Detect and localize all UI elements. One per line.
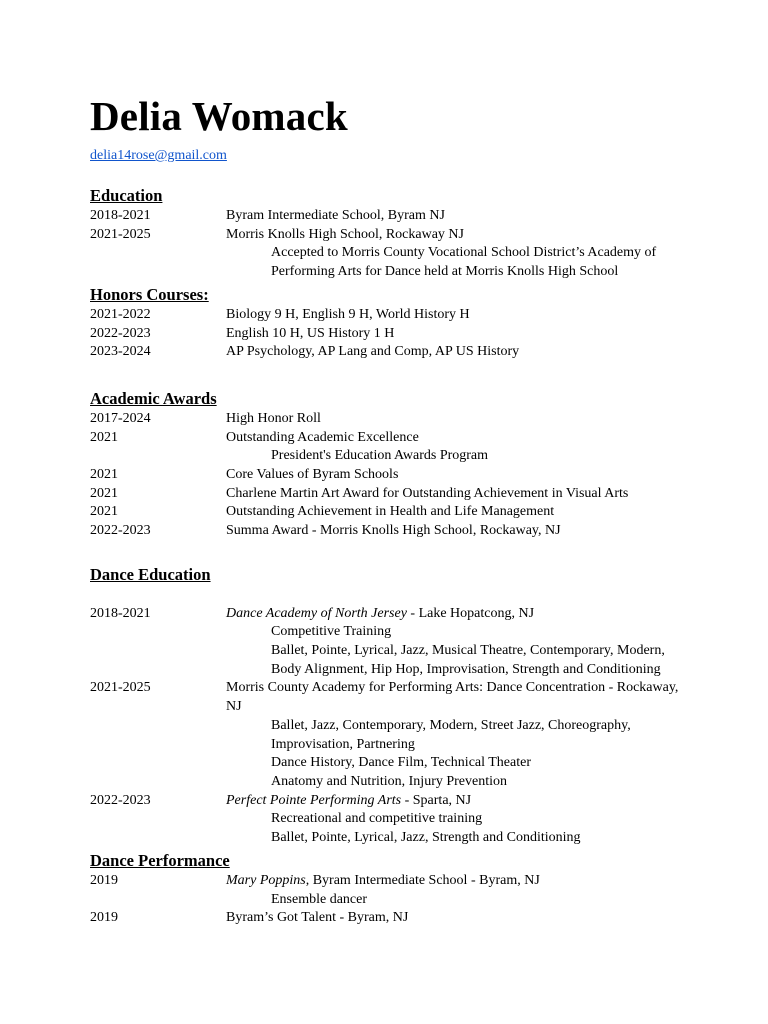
honors-year: 2021-2022 xyxy=(90,307,151,322)
awards-year: 2021 xyxy=(90,485,118,501)
honors-row xyxy=(90,325,690,344)
awards-section xyxy=(90,388,690,541)
awards-row xyxy=(90,410,690,429)
dance-education-year: 2022-2023 xyxy=(90,792,151,808)
dance-education-note: Ballet, Jazz, Contemporary, Modern, Street Jazz, Choreography, xyxy=(271,717,631,733)
awards-year: 2021 xyxy=(90,429,118,445)
education-year: 2021-2025 xyxy=(90,226,151,242)
dance-performance-desc xyxy=(226,872,540,891)
dance-education-desc: Morris County Academy for Performing Arts: Dance Concentration - Rockaway, xyxy=(226,680,679,696)
dance-performance-section xyxy=(90,850,690,928)
dance-education-row xyxy=(90,679,690,698)
education-note: Performing Arts for Dance held at Morris Knolls High School xyxy=(271,264,619,280)
awards-desc: Summa Award - Morris Knolls High School, Rockaway, NJ xyxy=(226,523,561,539)
awards-row xyxy=(90,503,690,522)
honors-year: 2023-2024 xyxy=(90,344,151,360)
dance-education-desc xyxy=(226,792,471,811)
studio-location: - Sparta, NJ xyxy=(401,792,472,808)
dance-education-year: 2021-2025 xyxy=(90,680,151,696)
education-row xyxy=(90,226,690,245)
dance-education-row xyxy=(90,605,690,624)
awards-desc: Outstanding Academic Excellence xyxy=(226,429,419,445)
dance-education-note: Ballet, Pointe, Lyrical, Jazz, Musical Theatre, Contemporary, Modern, xyxy=(271,643,665,659)
dance-performance-heading: Dance Performance xyxy=(90,851,230,870)
awards-desc: High Honor Roll xyxy=(226,411,321,426)
awards-note: President's Education Awards Program xyxy=(271,448,489,464)
dance-education-note: Body Alignment, Hip Hop, Improvisation, Strength and Conditioning xyxy=(271,661,661,677)
awards-heading: Academic Awards xyxy=(90,389,217,408)
honors-row xyxy=(90,306,690,325)
honors-row xyxy=(90,343,690,362)
dance-performance-row xyxy=(90,872,690,891)
dance-education-year: 2018-2021 xyxy=(90,605,151,621)
awards-year: 2021 xyxy=(90,467,118,483)
awards-row xyxy=(90,485,690,504)
awards-row xyxy=(90,429,690,448)
dance-performance-year: 2019 xyxy=(90,910,118,926)
studio-name: Dance Academy of North Jersey xyxy=(226,605,407,621)
dance-performance-role: Ensemble dancer xyxy=(271,891,368,907)
dance-education-note: Competitive Training xyxy=(271,624,392,640)
dance-performance-year: 2019 xyxy=(90,873,118,888)
education-note: Accepted to Morris County Vocational School District’s Academy of xyxy=(271,245,657,261)
resume-name: Delia Womack xyxy=(90,93,348,139)
education-desc: Byram Intermediate School, Byram NJ xyxy=(226,208,445,223)
dance-education-row xyxy=(90,792,690,811)
awards-desc: Outstanding Achievement in Health and Life Management xyxy=(226,504,555,520)
show-venue: , Byram Intermediate School - Byram, NJ xyxy=(305,873,540,888)
dance-education-note: Improvisation, Partnering xyxy=(271,736,415,752)
dance-education-desc xyxy=(226,605,534,624)
studio-name: Perfect Pointe Performing Arts xyxy=(226,792,402,808)
education-section xyxy=(90,185,690,282)
dance-performance-desc: Byram’s Got Talent - Byram, NJ xyxy=(226,910,409,926)
dance-education-note: Dance History, Dance Film, Technical Theater xyxy=(271,755,531,771)
dance-education-heading: Dance Education xyxy=(90,565,211,584)
dance-education-desc-continued: NJ xyxy=(226,699,242,715)
honors-year: 2022-2023 xyxy=(90,325,151,341)
honors-desc: English 10 H, US History 1 H xyxy=(226,325,395,341)
honors-desc: Biology 9 H, English 9 H, World History H xyxy=(226,307,470,322)
dance-education-section xyxy=(90,564,690,848)
dance-education-note: Ballet, Pointe, Lyrical, Jazz, Strength and Conditioning xyxy=(271,829,581,845)
education-year: 2018-2021 xyxy=(90,208,151,223)
awards-row xyxy=(90,522,690,541)
honors-section xyxy=(90,284,690,362)
dance-education-note: Anatomy and Nutrition, Injury Prevention xyxy=(271,773,508,789)
studio-location: - Lake Hopatcong, NJ xyxy=(406,605,535,621)
education-row xyxy=(90,207,690,226)
awards-desc: Core Values of Byram Schools xyxy=(226,467,399,483)
awards-row xyxy=(90,466,690,485)
honors-desc: AP Psychology, AP Lang and Comp, AP US History xyxy=(226,344,520,360)
dance-education-note: Recreational and competitive training xyxy=(271,811,483,827)
email-link[interactable]: delia14rose@gmail.com xyxy=(90,148,227,163)
awards-year: 2021 xyxy=(90,504,118,520)
awards-desc: Charlene Martin Art Award for Outstanding Achievement in Visual Arts xyxy=(226,485,629,501)
show-title: Mary Poppins xyxy=(226,873,306,888)
education-heading: Education xyxy=(90,186,163,205)
awards-year: 2017-2024 xyxy=(90,411,151,426)
awards-year: 2022-2023 xyxy=(90,523,151,539)
dance-performance-row xyxy=(90,909,690,928)
honors-heading: Honors Courses: xyxy=(90,285,209,304)
education-desc: Morris Knolls High School, Rockaway NJ xyxy=(226,226,464,242)
